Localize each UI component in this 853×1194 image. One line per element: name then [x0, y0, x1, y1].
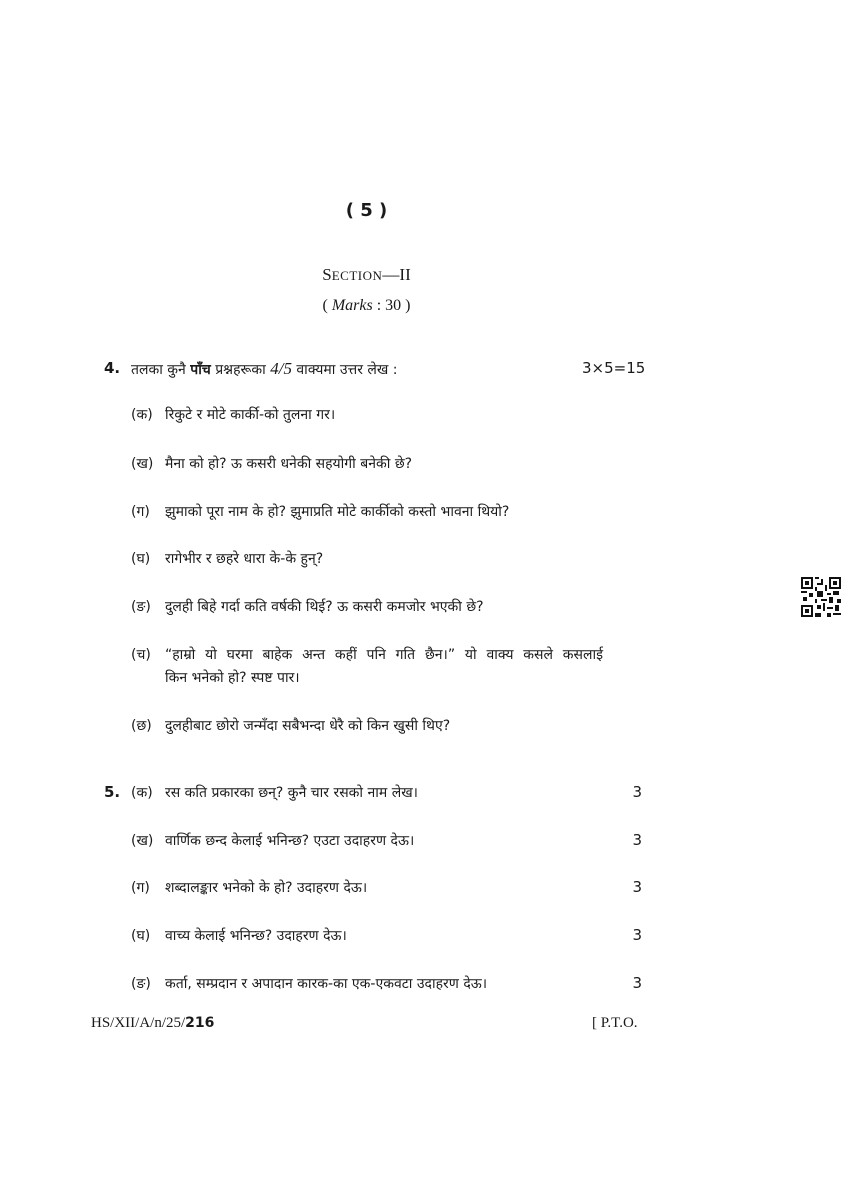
- q5-item-text: वार्णिक छन्द केलाई भनिन्छ? एउटा उदाहरण देऊ।: [165, 833, 415, 849]
- q5-item-text: शब्दालङ्कार भनेको के हो? उदाहरण देऊ।: [165, 880, 368, 896]
- q4-instruction-bold: पाँच: [190, 362, 211, 378]
- q4-item-text-continued: किन भनेको हो? स्पष्ट पार।: [165, 670, 300, 686]
- paper-code-text: HS/XII/A/n/25/: [91, 1015, 186, 1031]
- q4-instruction-num: 4/5: [270, 359, 292, 378]
- section-title: [0, 265, 733, 285]
- paper-code: [91, 1015, 214, 1032]
- section-marks: [0, 297, 733, 315]
- q5-item-label: (ङ): [131, 976, 151, 992]
- marks-word: Marks: [331, 297, 373, 314]
- q5-item-marks: 3: [632, 926, 642, 944]
- q4-item-label: (ख): [131, 456, 154, 472]
- q5-item-marks: 3: [632, 783, 642, 801]
- page-number: ( 5 ): [345, 200, 388, 221]
- q5-item-label: (घ): [131, 928, 151, 944]
- q4-number: 4.: [104, 359, 121, 377]
- marks-rest: : 30 ): [372, 297, 411, 314]
- q5-item-marks: 3: [632, 831, 642, 849]
- q4-instruction-c: वाक्यमा उत्तर लेख :: [291, 362, 398, 378]
- q4-item-label: (ग): [131, 504, 150, 520]
- q5-item-text: वाच्य केलाई भनिन्छ? उदाहरण देऊ।: [165, 928, 347, 944]
- q4-item-label: (क): [131, 407, 153, 423]
- q4-marks: 3×5=15: [582, 359, 646, 377]
- q4-instruction-a: तलका कुनै: [131, 362, 191, 378]
- q4-item-text: दुलहीबाट छोरो जन्मँदा सबैभन्दा धेरै को किन खुसी थिए?: [165, 718, 451, 734]
- qr-code-icon: [801, 577, 841, 617]
- q4-item-label: (च): [131, 647, 151, 663]
- q5-item-label: (ख): [131, 833, 154, 849]
- q5-item-marks: 3: [632, 974, 642, 992]
- q4-item-label: (घ): [131, 551, 151, 567]
- section-title-smallcaps: ECTION: [331, 268, 383, 283]
- q4-item-text: दुलही बिहे गर्दा कति वर्षकी थिई? ऊ कसरी कमजोर भएकी छे?: [165, 599, 484, 615]
- q4-item-text: झुमाको पूरा नाम के हो? झुमाप्रति मोटे कार्कीको कस्तो भावना थियो?: [165, 504, 510, 520]
- q5-item-label: (क): [131, 785, 153, 801]
- marks-open: (: [322, 297, 332, 314]
- q4-item-text: “हाम्रो यो घरमा बाहेक अन्त कहीं पनि गति छैन।” यो वाक्य कसले कसलाई: [165, 647, 603, 663]
- q5-item-label: (ग): [131, 880, 150, 896]
- q4-item-text: मैना को हो? ऊ कसरी धनेकी सहयोगी बनेकी छे?: [165, 456, 413, 472]
- paper-code-number: 216: [185, 1015, 215, 1031]
- q4-instruction: [131, 359, 398, 379]
- q5-number: 5.: [104, 783, 121, 801]
- q4-item-label: (छ): [131, 718, 152, 734]
- q5-item-marks: 3: [632, 878, 642, 896]
- q5-item-text: कर्ता, सम्प्रदान र अपादान कारक-का एक-एकवटा उदाहरण देऊ।: [165, 976, 488, 992]
- section-title-initial: S: [322, 265, 332, 284]
- q4-item-text: रागेभीर र छहरे धारा के-के हुन्?: [165, 551, 324, 567]
- q4-item-text: रिकुटे र मोटे कार्की-को तुलना गर।: [165, 407, 336, 423]
- q5-item-text: रस कति प्रकारका छन्? कुनै चार रसको नाम लेख।: [165, 785, 418, 801]
- pto-label: [ P.T.O.: [592, 1015, 638, 1031]
- section-title-suffix: —II: [382, 265, 411, 284]
- q4-instruction-b: प्रश्नहरूका: [210, 362, 271, 378]
- q4-item-label: (ङ): [131, 599, 151, 615]
